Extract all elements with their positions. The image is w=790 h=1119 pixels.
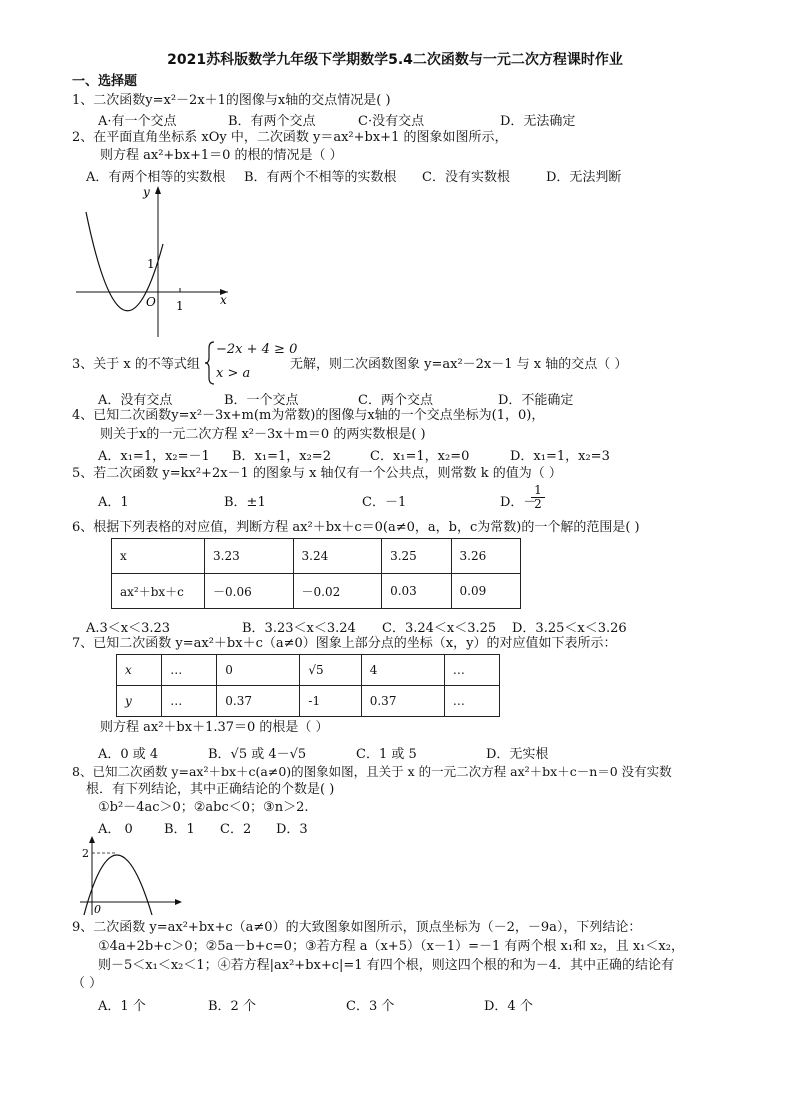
q9-option-c: C．3 个	[346, 999, 395, 1014]
q2-option-b: B．有两个不相等的实数根	[244, 170, 397, 185]
q2-option-d: D．无法判断	[546, 170, 622, 185]
q7-option-b: B．√5 或 4－√5	[208, 747, 307, 762]
q6-option-a: A.3＜x＜3.23	[86, 621, 171, 636]
q2-parabola-graph	[68, 182, 238, 342]
table-cell: 0.37	[217, 686, 300, 717]
q7-stem-2: 则方程 ax²＋bx＋1.37＝0 的根是（ ）	[100, 720, 329, 735]
table-cell: x	[117, 655, 162, 686]
q2-stem-2: 则方程 ax²+bx+1＝0 的根的情况是（ ）	[100, 148, 343, 163]
q3-stem-pre: 3、关于 x 的不等式组	[72, 357, 200, 372]
q5-fraction-denominator: 2	[534, 497, 542, 511]
q8-stem-1: 8、已知二次函数 y=ax²＋bx＋c(a≠0)的图象如图，且关于 x 的一元二次方程 ax²＋bx＋c－n＝0 没有实数	[72, 764, 672, 779]
table-cell: …	[444, 686, 499, 717]
q1-option-c: C·没有交点	[358, 114, 425, 129]
table-row	[112, 574, 521, 609]
q3-brace	[204, 340, 216, 386]
q7-table	[116, 654, 500, 717]
q3-stem-post: 无解，则二次函数图象 y=ax²－2x－1 与 x 轴的交点（ ）	[290, 357, 628, 372]
table-row	[117, 655, 500, 686]
q4-stem-2: 则关于x的一元二次方程 x²－3x＋m＝0 的两实数根是( )	[100, 427, 426, 442]
q5-stem: 5、若二次函数 y=kx²+2x－1 的图象与 x 轴仅有一个公共点，则常数 k 的值为（ ）	[72, 466, 562, 481]
table-cell: 3.25	[382, 539, 451, 574]
q2-option-a: A．有两个相等的实数根	[86, 170, 226, 185]
q5-option-d: D．－	[500, 495, 537, 510]
q5-option-b: B．±1	[224, 495, 266, 510]
q7-stem: 7、已知二次函数 y=ax²＋bx＋c（a≠0）图象上部分点的坐标（x，y）的对应值如下表所示：	[72, 636, 617, 651]
q9-option-a: A．1 个	[98, 999, 146, 1014]
q1-option-b: B．有两个交点	[228, 114, 316, 129]
table-row	[112, 539, 521, 574]
table-cell: …	[444, 655, 499, 686]
q8-option-a: A． 0	[98, 822, 133, 837]
q5-fraction	[531, 484, 545, 511]
q4-option-d: D．x₁=1，x₂=3	[510, 449, 610, 464]
table-cell: －0.02	[293, 574, 382, 609]
q9-stem-3: 则－5＜x₁＜x₂＜1；④若方程|ax²+bx+c|=1 有四个根，则这四个根的和为－4．其中正确的结论有	[98, 958, 674, 973]
q9-stem-1: 9、二次函数 y=ax²+bx+c（a≠0）的大致图象如图所示，顶点坐标为（－2，－9a），下列结论：	[72, 920, 642, 935]
table-cell: －0.06	[205, 574, 294, 609]
table-cell: -1	[300, 686, 361, 717]
table-cell: …	[162, 655, 217, 686]
q9-stem-2: ①4a+2b+c＞0；②5a－b+c=0；③若方程 a（x+5）（x－1）=－1 有两个根 x₁和 x₂，且 x₁＜x₂，	[98, 939, 684, 954]
q4-option-c: C．x₁=1，x₂=0	[370, 449, 470, 464]
table-cell: 3.24	[293, 539, 382, 574]
q8-option-d: D．3	[276, 822, 308, 837]
table-cell: 0.37	[361, 686, 444, 717]
q3-option-c: C．两个交点	[358, 393, 433, 408]
table-cell: √5	[300, 655, 361, 686]
q9-stem-4: （ ）	[72, 976, 103, 991]
q1-stem: 1、二次函数y=x²－2x＋1的图像与x轴的交点情况是( )	[72, 93, 391, 108]
q6-option-b: B．3.23＜x＜3.24	[242, 621, 356, 636]
table-cell: 4	[361, 655, 444, 686]
q6-stem: 6、根据下列表格的对应值，判断方程 ax²＋bx＋c＝0(a≠0，a，b，c为常数)的一个解的范围是( )	[72, 520, 640, 535]
q9-option-b: B．2 个	[208, 999, 256, 1014]
q2-origin-label: O	[146, 295, 156, 309]
q7-option-c: C．1 或 5	[356, 747, 417, 762]
q3-option-a: A．没有交点	[98, 393, 173, 408]
q1-option-a: A·有一个交点	[98, 114, 177, 129]
q3-inequality-1: −2x + 4 ≥ 0	[216, 342, 298, 357]
q5-fraction-numerator: 1	[531, 484, 545, 498]
table-cell: 0.09	[451, 574, 520, 609]
q9-option-d: D．4 个	[484, 999, 533, 1014]
q5-option-c: C．－1	[362, 495, 407, 510]
q7-option-a: A．0 或 4	[98, 747, 159, 762]
table-cell: ax²＋bx＋c	[112, 574, 205, 609]
q8-origin-label: 0	[94, 903, 101, 916]
q8-y-tick: 2	[82, 847, 89, 860]
q2-stem-1: 2、在平面直角坐标系 xOy 中，二次函数 y＝ax²+bx+1 的图象如图所示，	[72, 130, 508, 145]
table-cell: 0	[217, 655, 300, 686]
table-cell: x	[112, 539, 205, 574]
q3-option-b: B．一个交点	[224, 393, 299, 408]
q6-table	[111, 538, 521, 609]
q1-option-d: D．无法确定	[500, 114, 576, 129]
q8-option-c: C．2	[220, 822, 252, 837]
table-cell: …	[162, 686, 217, 717]
page-title: 2021苏科版数学九年级下学期数学5.4二次函数与一元二次方程课时作业	[167, 52, 623, 68]
q4-stem-1: 4、已知二次函数y=x²－3x+m(m为常数)的图像与x轴的一个交点坐标为(1，0)，	[72, 408, 545, 423]
table-cell: 3.26	[451, 539, 520, 574]
q8-option-b: B．1	[164, 822, 195, 837]
q2-y-label: y	[143, 185, 150, 199]
q3-option-d: D．不能确定	[498, 393, 574, 408]
q7-option-d: D．无实根	[486, 747, 549, 762]
q8-stem-2: 根．有下列结论，其中正确结论的个数是( )	[86, 782, 335, 797]
q2-x-tick: 1	[176, 299, 184, 313]
q4-option-a: A．x₁=1，x₂=－1	[98, 449, 210, 464]
table-cell: y	[117, 686, 162, 717]
q2-y-tick: 1	[147, 257, 155, 271]
q3-inequality-2: x > a	[216, 366, 251, 381]
table-cell: 3.23	[205, 539, 294, 574]
q2-option-c: C．没有实数根	[422, 170, 510, 185]
table-cell: 0.03	[382, 574, 451, 609]
section-heading: 一、选择题	[72, 74, 138, 89]
q8-parabola-graph	[76, 835, 186, 917]
q8-stem-3: ①b²－4ac＞0；②abc＜0；③n＞2.	[98, 800, 309, 815]
q5-option-a: A．1	[98, 495, 129, 510]
table-row	[117, 686, 500, 717]
q2-x-label: x	[220, 293, 227, 307]
q6-option-d: D．3.25＜x＜3.26	[512, 621, 627, 636]
q6-option-c: C．3.24＜x＜3.25	[382, 621, 497, 636]
q4-option-b: B．x₁=1，x₂=2	[232, 449, 331, 464]
